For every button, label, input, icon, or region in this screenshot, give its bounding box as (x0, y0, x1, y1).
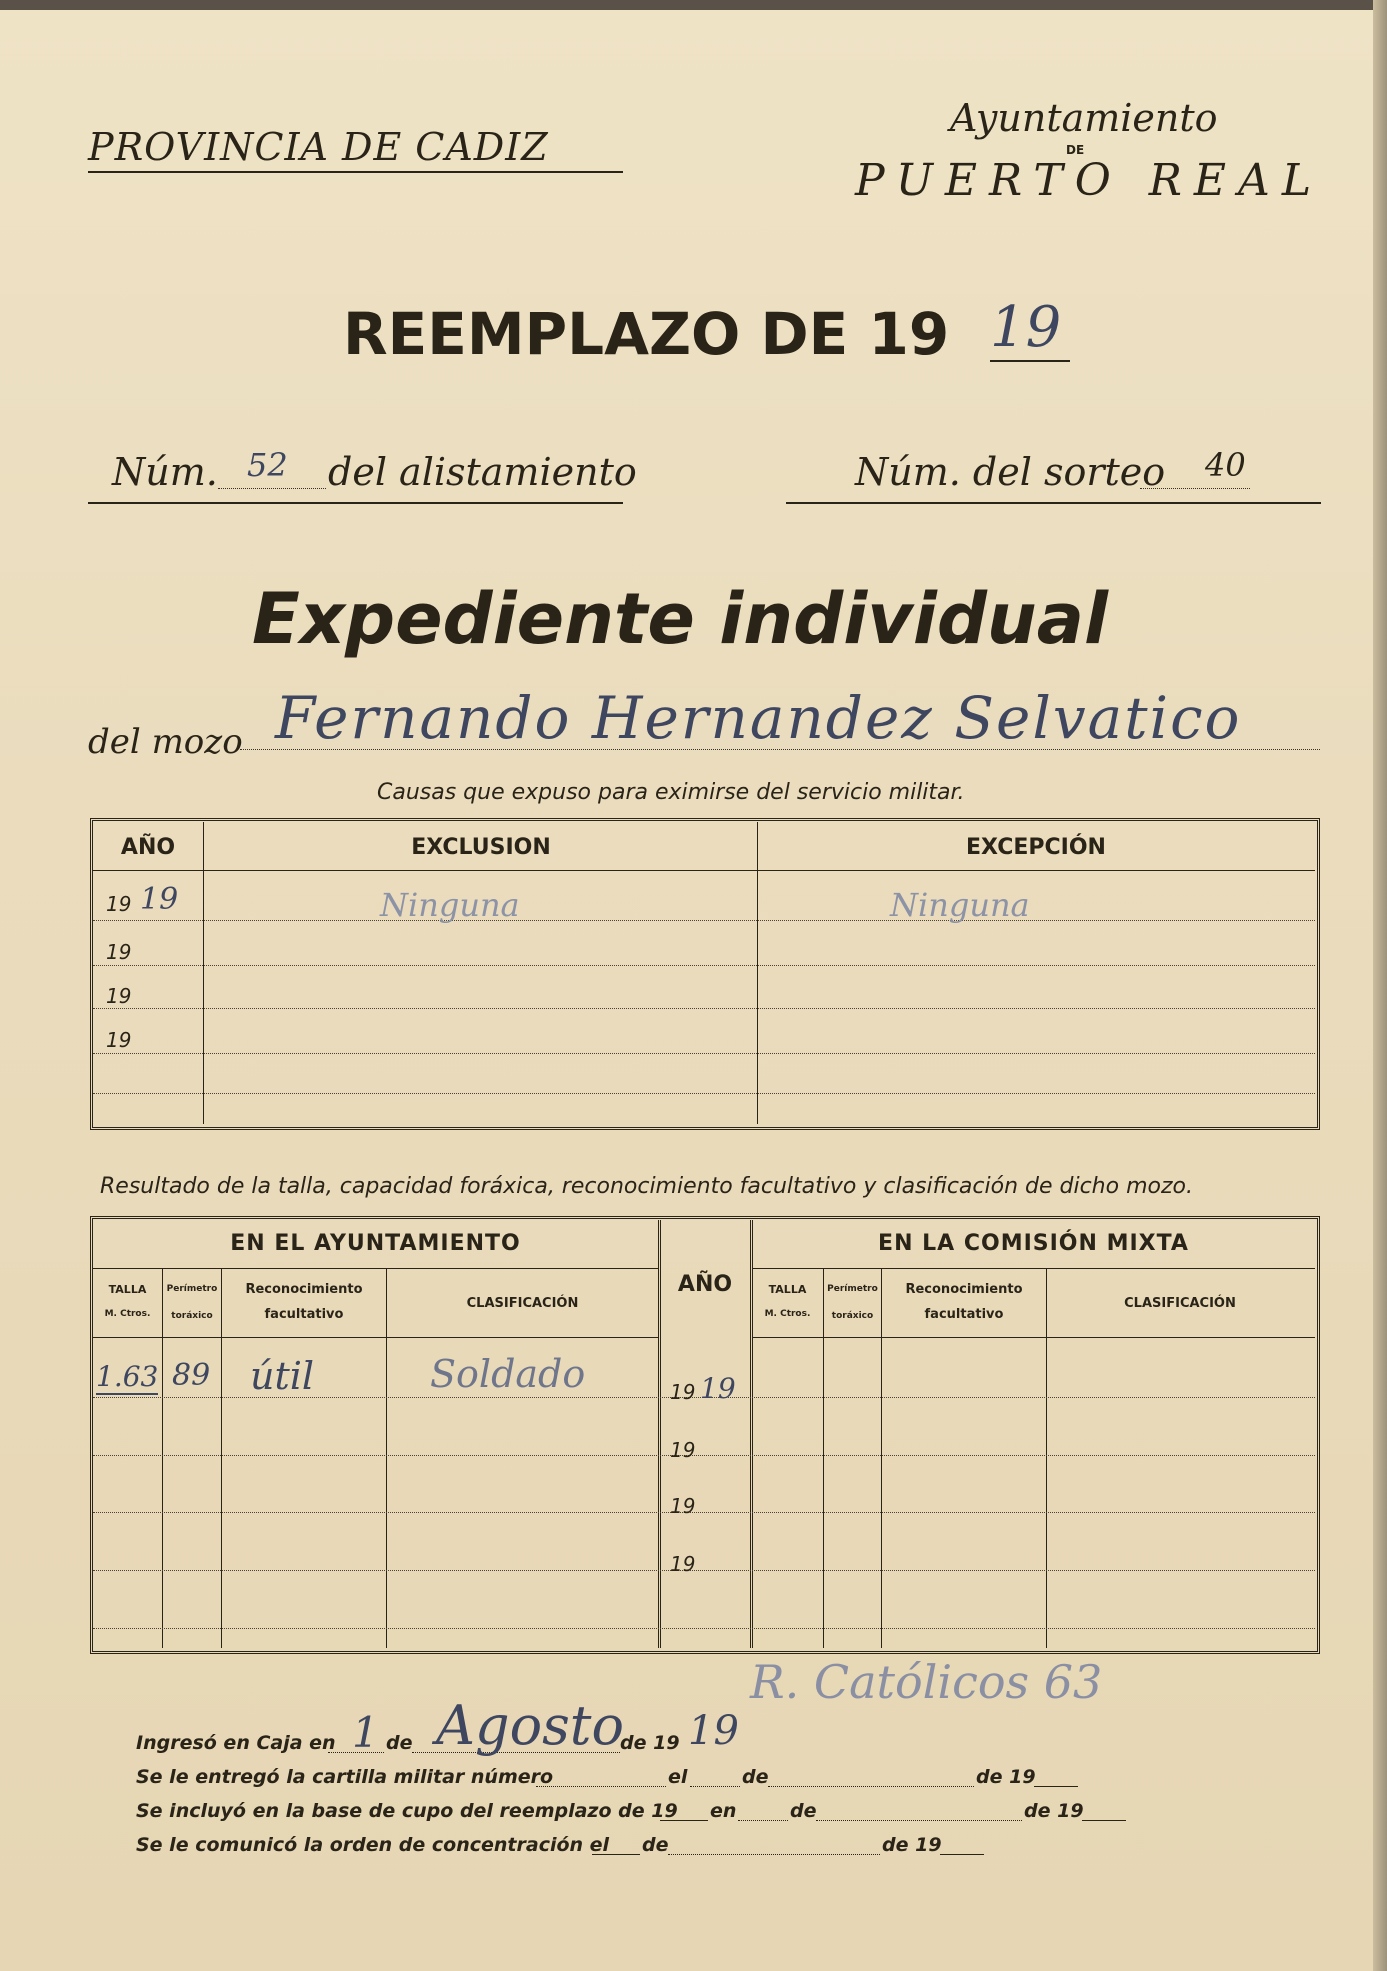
handwritten-annotation: R. Católicos 63 (750, 1655, 1103, 1709)
reconocimiento-header-line2: facultativo (924, 1307, 1004, 1322)
ingreso-de: de (386, 1732, 413, 1754)
perimetro-header-line1: Perímetro (827, 1284, 878, 1294)
base-label: Se incluyó en la base de cupo del reemplazo de 19 (136, 1800, 678, 1822)
causas-row-year-prefix: 19 (106, 892, 132, 916)
cartilla-year-line (1034, 1786, 1078, 1787)
causas-header-year: AÑO (120, 835, 176, 860)
causas-row-rule (93, 965, 1315, 966)
resultado-row-rule (93, 1455, 1315, 1456)
base-day-line (738, 1820, 788, 1821)
causas-row-year-prefix: 19 (106, 940, 132, 964)
resultado-row-rule (93, 1628, 1315, 1629)
base-de: de (790, 1800, 817, 1822)
resultado-year-handwritten: 19 (700, 1372, 736, 1405)
resultado-caption: Resultado de la talla, capacidad foráxica, reconocimiento facultativo y clasificación de dicho mozo. (100, 1174, 1193, 1199)
cartilla-el: el (668, 1766, 688, 1788)
talla-header-line1: TALLA (108, 1283, 147, 1296)
resultado-col-divider (881, 1268, 882, 1648)
clasificacion-value: Soldado (430, 1352, 586, 1396)
scan-top-edge (0, 0, 1387, 10)
resultado-colheader-rule (93, 1337, 658, 1338)
causas-row-year-prefix: 19 (106, 984, 132, 1008)
orden-year-line (940, 1854, 984, 1855)
resultado-col-divider (823, 1268, 824, 1648)
reconocimiento-header-line1: Reconocimiento (245, 1282, 363, 1297)
resultado-colheader-rule (752, 1337, 1315, 1338)
ayuntamiento-header: EN EL AYUNTAMIENTO (230, 1231, 521, 1256)
reemplazo-label: REEMPLAZO DE 19 (343, 300, 950, 368)
resultado-subheader-rule (93, 1268, 658, 1269)
alistamiento-label: del alistamiento (328, 450, 637, 494)
perimetro-header-line1: Perímetro (166, 1284, 218, 1294)
causas-row-rule (93, 1053, 1315, 1054)
talla-header-line1: TALLA (768, 1283, 807, 1296)
province-label: PROVINCIA DE CADIZ (88, 125, 623, 173)
mozo-name-handwritten: Fernando Hernandez Selvatico (275, 684, 1242, 752)
cartilla-de: de (742, 1766, 769, 1788)
perimetro-header-line2: toráxico (831, 1311, 874, 1321)
base-year-line (660, 1820, 708, 1821)
perimetro-value: 89 (172, 1358, 211, 1393)
reconocimiento-value: útil (250, 1354, 315, 1398)
talla-value: 1.63 (96, 1360, 159, 1393)
resultado-year-prefix: 19 (670, 1380, 696, 1404)
resultado-subheader-rule (752, 1268, 1315, 1269)
resultado-col-divider (221, 1268, 222, 1648)
causas-row-year-handwritten: 19 (140, 882, 179, 917)
perimetro-header-line2: toráxico (171, 1311, 213, 1321)
causas-col-divider-1 (203, 822, 204, 1124)
resultado-col-divider (162, 1268, 163, 1648)
causas-row-rule (93, 1093, 1315, 1094)
orden-day-line (592, 1854, 640, 1855)
reconocimiento-header-line2: facultativo (264, 1307, 344, 1322)
base-year-line-end (1082, 1820, 1126, 1821)
causas-row-rule (93, 920, 1315, 921)
orden-de-year: de 19 (882, 1834, 942, 1856)
causas-row-year-prefix: 19 (106, 1028, 132, 1052)
resultado-row-rule (93, 1570, 1315, 1571)
orden-de: de (642, 1834, 669, 1856)
talla-header-line2: M. Ctros. (104, 1309, 151, 1319)
causas-header-excepcion: EXCEPCIÓN (966, 835, 1106, 860)
resultado-year-prefix: 19 (670, 1438, 696, 1462)
resultado-row-rule (93, 1512, 1315, 1513)
scan-right-edge (1373, 0, 1387, 1971)
perimetro-header (163, 1282, 221, 1324)
talla-header-comision (752, 1282, 823, 1322)
causas-row-exclusion: Ninguna (380, 886, 520, 924)
reemplazo-year-handwritten: 19 (990, 296, 1070, 362)
base-de-year: de 19 (1024, 1800, 1084, 1822)
talla-header (93, 1282, 162, 1322)
cartilla-de-year: de 19 (976, 1766, 1036, 1788)
num-label: Núm. (112, 450, 218, 494)
cartilla-day-line (690, 1786, 740, 1787)
base-en: en (710, 1800, 737, 1822)
causas-row-rule (93, 1008, 1315, 1009)
reconocimiento-header-comision (882, 1282, 1046, 1322)
orden-month-line (668, 1854, 880, 1855)
clasificacion-header-comision: CLASIFICACIÓN (1124, 1296, 1236, 1311)
causas-col-divider-2 (757, 822, 758, 1124)
comision-header: EN LA COMISIÓN MIXTA (878, 1231, 1189, 1256)
perimetro-header-comision (824, 1282, 881, 1324)
sorteo-label: Núm. del sorteo (855, 450, 1166, 494)
causas-header-rule (93, 870, 1315, 871)
cartilla-month-line (768, 1786, 974, 1787)
ingreso-day-value: 1 (352, 1708, 379, 1757)
mozo-label: del mozo (88, 722, 243, 762)
reconocimiento-header (222, 1282, 386, 1322)
reconocimiento-header-line1: Reconocimiento (905, 1282, 1023, 1297)
document-title: Expediente individual (252, 578, 1108, 660)
ingreso-label: Ingresó en Caja en (136, 1732, 336, 1754)
causas-header-exclusion: EXCLUSION (411, 835, 551, 860)
ingreso-month-value: Agosto (436, 1694, 624, 1757)
cartilla-label: Se le entregó la cartilla militar número (136, 1766, 554, 1788)
cartilla-number-line (536, 1786, 666, 1787)
clasificacion-header: CLASIFICACIÓN (466, 1296, 579, 1311)
orden-label: Se le comunicó la orden de concentración el (136, 1834, 610, 1856)
ayuntamiento-label: Ayuntamiento (950, 96, 1218, 140)
resultado-year-prefix: 19 (670, 1494, 696, 1518)
resultado-year-header: AÑO (677, 1272, 733, 1297)
ingreso-year-value: 19 (688, 1708, 739, 1754)
causas-table (90, 818, 1320, 1130)
town-label: PUERTO REAL (855, 155, 1324, 206)
base-month-line (816, 1820, 1022, 1821)
causas-row-excepcion: Ninguna (890, 886, 1030, 924)
causas-caption: Causas que expuso para eximirse del servicio militar. (377, 780, 965, 805)
resultado-col-divider (1046, 1268, 1047, 1648)
de-small-label: DE (1066, 143, 1085, 157)
alistamiento-value: 52 (247, 446, 288, 484)
talla-header-line2: M. Ctros. (764, 1309, 811, 1319)
resultado-year-prefix: 19 (670, 1552, 696, 1576)
sorteo-value: 40 (1205, 446, 1246, 484)
resultado-col-divider (386, 1268, 387, 1648)
ingreso-de-year: de 19 (620, 1732, 680, 1754)
